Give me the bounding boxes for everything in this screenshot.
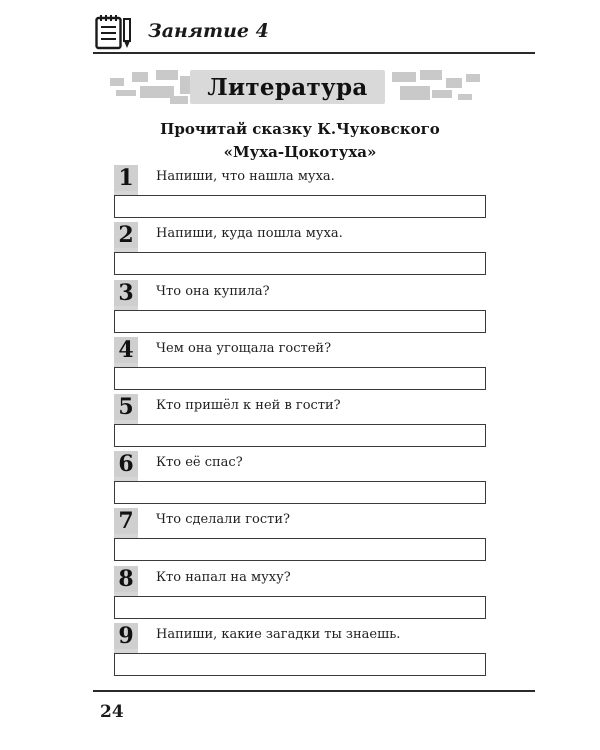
lesson-title: Занятие 4 — [148, 20, 269, 42]
notebook-pencil-icon — [95, 14, 133, 50]
footer-divider — [93, 690, 535, 692]
answer-field[interactable] — [114, 367, 486, 390]
question-4 — [114, 337, 488, 390]
question-text: Кто пришёл к ней в гости? — [156, 398, 341, 413]
question-7 — [114, 508, 488, 561]
question-text: Кто её спас? — [156, 455, 243, 470]
header-divider — [93, 52, 535, 54]
question-1 — [114, 165, 488, 218]
question-number: 3 — [114, 280, 138, 306]
question-number: 8 — [114, 566, 138, 592]
question-number: 5 — [114, 394, 138, 420]
subject-title: Литература — [190, 70, 385, 104]
page-number: 24 — [100, 702, 124, 722]
question-3 — [114, 280, 488, 333]
answer-field[interactable] — [114, 538, 486, 561]
question-text: Чем она угощала гостей? — [156, 341, 332, 356]
question-text: Напиши, что нашла муха. — [156, 169, 335, 184]
answer-field[interactable] — [114, 252, 486, 275]
question-text: Напиши, куда пошла муха. — [156, 226, 343, 241]
instruction-line-2: «Муха-Цокотуха» — [223, 143, 377, 161]
question-number: 4 — [114, 337, 138, 363]
question-text: Кто напал на муху? — [156, 570, 291, 585]
question-text: Что она купила? — [156, 284, 270, 299]
question-number: 2 — [114, 222, 138, 248]
answer-field[interactable] — [114, 653, 486, 676]
question-number: 9 — [114, 623, 138, 649]
question-number: 1 — [114, 165, 138, 191]
question-number: 7 — [114, 508, 138, 534]
question-5 — [114, 394, 488, 447]
question-2 — [114, 222, 488, 275]
question-text: Напиши, какие загадки ты знаешь. — [156, 627, 401, 642]
question-9 — [114, 623, 488, 676]
answer-field[interactable] — [114, 195, 486, 218]
answer-field[interactable] — [114, 310, 486, 333]
question-8 — [114, 566, 488, 619]
answer-field[interactable] — [114, 424, 486, 447]
question-text: Что сделали гости? — [156, 512, 290, 527]
answer-field[interactable] — [114, 596, 486, 619]
question-6 — [114, 451, 488, 504]
instruction-line-1: Прочитай сказку К.Чуковского — [160, 120, 440, 138]
question-number: 6 — [114, 451, 138, 477]
answer-field[interactable] — [114, 481, 486, 504]
